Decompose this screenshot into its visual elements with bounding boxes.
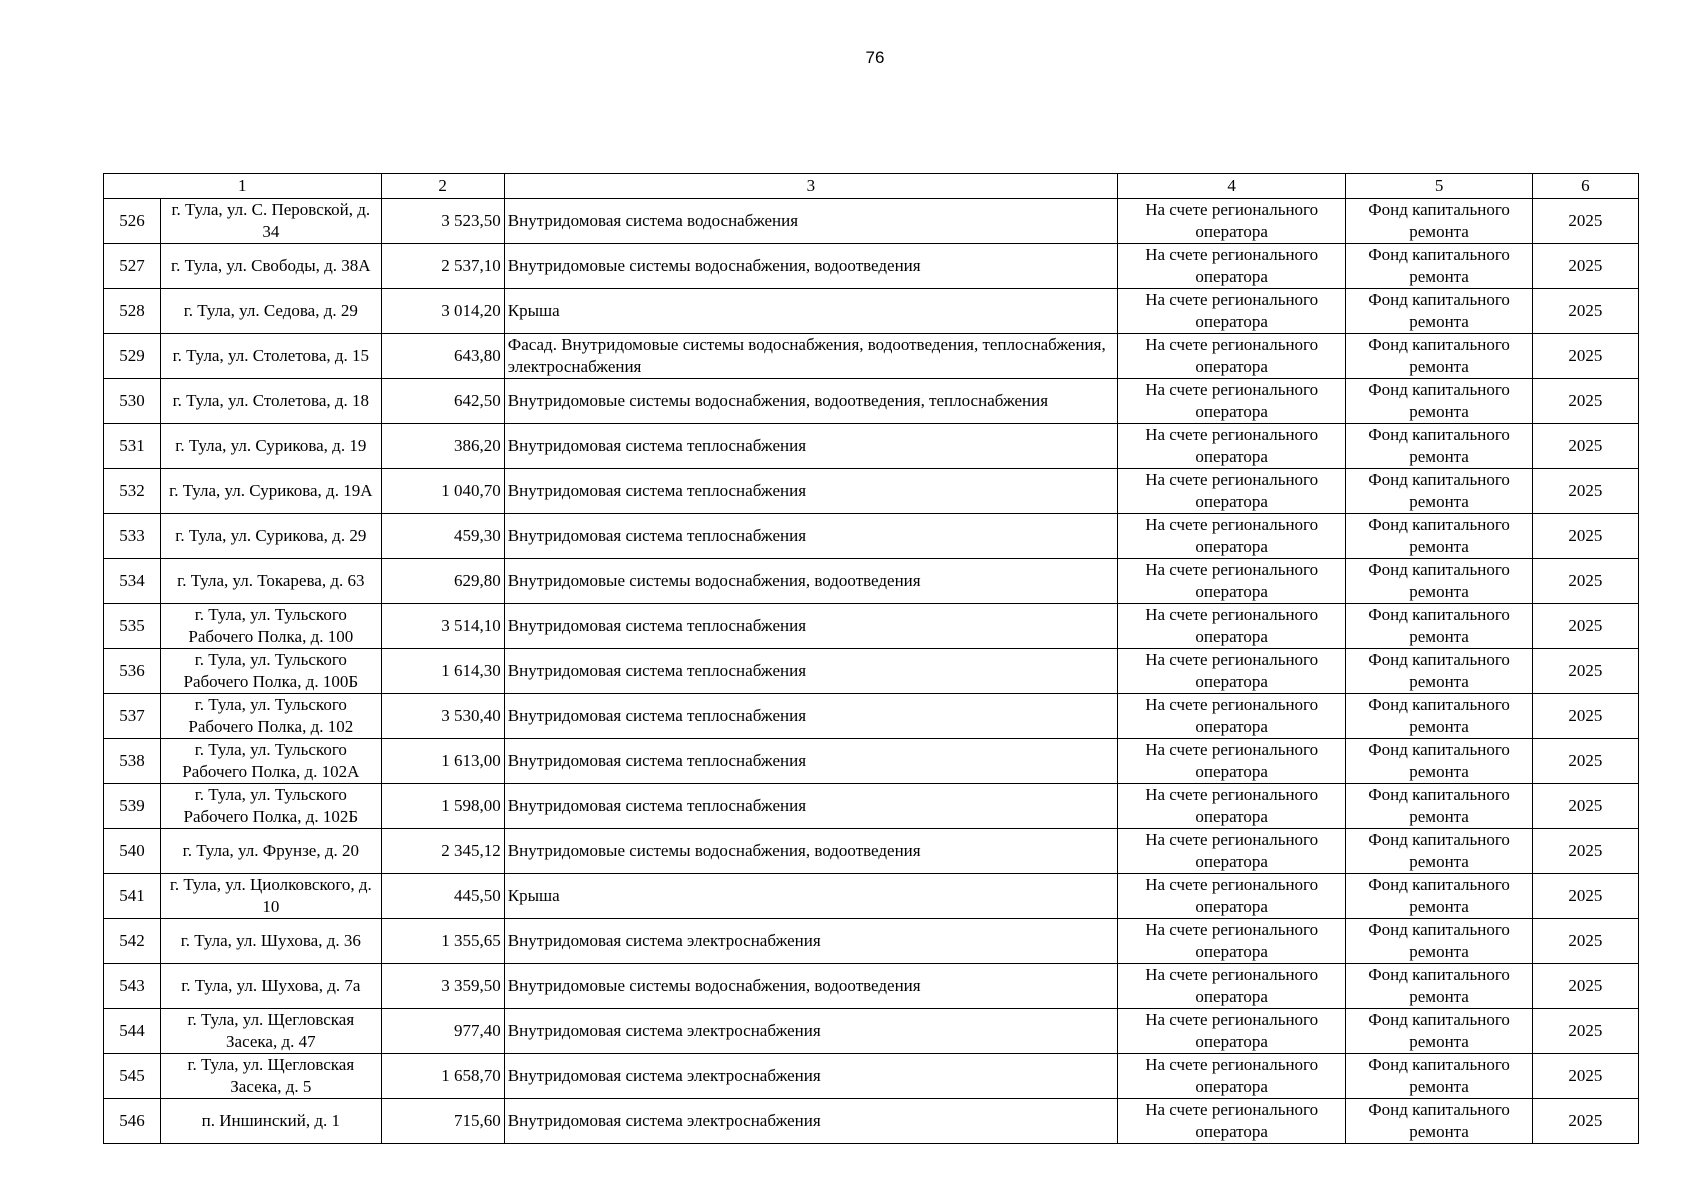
table-row <box>104 694 1639 739</box>
work-type-cell: Внутридомовая система теплоснабжения <box>504 424 1117 469</box>
funding-source-cell: Фонд капитального ремонта <box>1346 244 1532 289</box>
area-cell: 1 613,00 <box>381 739 504 784</box>
area-cell: 629,80 <box>381 559 504 604</box>
address-cell: г. Тула, ул. Сурикова, д. 19 <box>161 424 381 469</box>
work-type-cell: Крыша <box>504 289 1117 334</box>
year-cell: 2025 <box>1532 919 1638 964</box>
year-cell: 2025 <box>1532 559 1638 604</box>
work-type-cell: Внутридомовые системы водоснабжения, водоотведения, теплоснабжения <box>504 379 1117 424</box>
row-number: 527 <box>104 244 161 289</box>
year-cell: 2025 <box>1532 829 1638 874</box>
year-cell: 2025 <box>1532 514 1638 559</box>
area-cell: 3 514,10 <box>381 604 504 649</box>
funding-source-cell: Фонд капитального ремонта <box>1346 199 1532 244</box>
address-cell: г. Тула, ул. Столетова, д. 18 <box>161 379 381 424</box>
funding-source-cell: Фонд капитального ремонта <box>1346 559 1532 604</box>
table-row <box>104 919 1639 964</box>
table-row <box>104 964 1639 1009</box>
account-cell: На счете регионального оператора <box>1117 1099 1345 1144</box>
account-cell: На счете регионального оператора <box>1117 289 1345 334</box>
year-cell: 2025 <box>1532 649 1638 694</box>
funding-source-cell: Фонд капитального ремонта <box>1346 379 1532 424</box>
year-cell: 2025 <box>1532 1009 1638 1054</box>
year-cell: 2025 <box>1532 784 1638 829</box>
address-cell: п. Иншинский, д. 1 <box>161 1099 381 1144</box>
area-cell: 3 530,40 <box>381 694 504 739</box>
year-cell: 2025 <box>1532 964 1638 1009</box>
column-number-row <box>104 174 1639 199</box>
address-cell: г. Тула, ул. Сурикова, д. 19А <box>161 469 381 514</box>
row-number: 539 <box>104 784 161 829</box>
work-type-cell: Внутридомовая система теплоснабжения <box>504 514 1117 559</box>
funding-source-cell: Фонд капитального ремонта <box>1346 424 1532 469</box>
account-cell: На счете регионального оператора <box>1117 469 1345 514</box>
year-cell: 2025 <box>1532 334 1638 379</box>
column-header-5: 5 <box>1346 174 1532 199</box>
work-type-cell: Фасад. Внутридомовые системы водоснабжения, водоотведения, теплоснабжения, электроснабжения <box>504 334 1117 379</box>
funding-source-cell: Фонд капитального ремонта <box>1346 469 1532 514</box>
work-type-cell: Внутридомовые системы водоснабжения, водоотведения <box>504 829 1117 874</box>
column-header-1: 1 <box>104 174 382 199</box>
funding-source-cell: Фонд капитального ремонта <box>1346 874 1532 919</box>
area-cell: 1 598,00 <box>381 784 504 829</box>
table-row <box>104 874 1639 919</box>
work-type-cell: Внутридомовая система электроснабжения <box>504 1009 1117 1054</box>
row-number: 545 <box>104 1054 161 1099</box>
row-number: 531 <box>104 424 161 469</box>
address-cell: г. Тула, ул. С. Перовской, д. 34 <box>161 199 381 244</box>
funding-source-cell: Фонд капитального ремонта <box>1346 784 1532 829</box>
column-header-6: 6 <box>1532 174 1638 199</box>
year-cell: 2025 <box>1532 1099 1638 1144</box>
address-cell: г. Тула, ул. Щегловская Засека, д. 5 <box>161 1054 381 1099</box>
area-cell: 1 040,70 <box>381 469 504 514</box>
column-header-3: 3 <box>504 174 1117 199</box>
table-row <box>104 1099 1639 1144</box>
year-cell: 2025 <box>1532 469 1638 514</box>
area-cell: 2 345,12 <box>381 829 504 874</box>
area-cell: 459,30 <box>381 514 504 559</box>
table-row <box>104 424 1639 469</box>
row-number: 542 <box>104 919 161 964</box>
work-type-cell: Внутридомовые системы водоснабжения, водоотведения <box>504 964 1117 1009</box>
table-row <box>104 1009 1639 1054</box>
row-number: 530 <box>104 379 161 424</box>
address-cell: г. Тула, ул. Шухова, д. 36 <box>161 919 381 964</box>
account-cell: На счете регионального оператора <box>1117 424 1345 469</box>
year-cell: 2025 <box>1532 289 1638 334</box>
work-type-cell: Внутридомовая система теплоснабжения <box>504 694 1117 739</box>
address-cell: г. Тула, ул. Тульского Рабочего Полка, д. 102А <box>161 739 381 784</box>
table-row <box>104 244 1639 289</box>
funding-source-cell: Фонд капитального ремонта <box>1346 334 1532 379</box>
row-number: 532 <box>104 469 161 514</box>
work-type-cell: Крыша <box>504 874 1117 919</box>
account-cell: На счете регионального оператора <box>1117 829 1345 874</box>
account-cell: На счете регионального оператора <box>1117 1009 1345 1054</box>
row-number: 534 <box>104 559 161 604</box>
year-cell: 2025 <box>1532 694 1638 739</box>
area-cell: 445,50 <box>381 874 504 919</box>
address-cell: г. Тула, ул. Тульского Рабочего Полка, д. 100Б <box>161 649 381 694</box>
year-cell: 2025 <box>1532 1054 1638 1099</box>
funding-source-cell: Фонд капитального ремонта <box>1346 604 1532 649</box>
table-row <box>104 784 1639 829</box>
year-cell: 2025 <box>1532 199 1638 244</box>
table-row <box>104 559 1639 604</box>
table-row <box>104 829 1639 874</box>
address-cell: г. Тула, ул. Седова, д. 29 <box>161 289 381 334</box>
funding-source-cell: Фонд капитального ремонта <box>1346 289 1532 334</box>
work-type-cell: Внутридомовая система теплоснабжения <box>504 469 1117 514</box>
account-cell: На счете регионального оператора <box>1117 694 1345 739</box>
account-cell: На счете регионального оператора <box>1117 919 1345 964</box>
column-header-2: 2 <box>381 174 504 199</box>
area-cell: 3 359,50 <box>381 964 504 1009</box>
account-cell: На счете регионального оператора <box>1117 649 1345 694</box>
row-number: 540 <box>104 829 161 874</box>
address-cell: г. Тула, ул. Тульского Рабочего Полка, д. 102Б <box>161 784 381 829</box>
funding-source-cell: Фонд капитального ремонта <box>1346 694 1532 739</box>
work-type-cell: Внутридомовая система электроснабжения <box>504 1054 1117 1099</box>
account-cell: На счете регионального оператора <box>1117 199 1345 244</box>
address-cell: г. Тула, ул. Шухова, д. 7а <box>161 964 381 1009</box>
area-cell: 977,40 <box>381 1009 504 1054</box>
account-cell: На счете регионального оператора <box>1117 559 1345 604</box>
account-cell: На счете регионального оператора <box>1117 784 1345 829</box>
work-type-cell: Внутридомовые системы водоснабжения, водоотведения <box>504 244 1117 289</box>
funding-source-cell: Фонд капитального ремонта <box>1346 739 1532 784</box>
work-type-cell: Внутридомовая система теплоснабжения <box>504 649 1117 694</box>
table-row <box>104 604 1639 649</box>
page-number: 76 <box>865 48 885 67</box>
account-cell: На счете регионального оператора <box>1117 244 1345 289</box>
funding-source-cell: Фонд капитального ремонта <box>1346 1054 1532 1099</box>
table-row <box>104 469 1639 514</box>
area-cell: 2 537,10 <box>381 244 504 289</box>
work-type-cell: Внутридомовая система электроснабжения <box>504 1099 1117 1144</box>
work-type-cell: Внутридомовая система теплоснабжения <box>504 604 1117 649</box>
area-cell: 1 614,30 <box>381 649 504 694</box>
year-cell: 2025 <box>1532 379 1638 424</box>
account-cell: На счете регионального оператора <box>1117 739 1345 784</box>
year-cell: 2025 <box>1532 244 1638 289</box>
funding-source-cell: Фонд капитального ремонта <box>1346 1009 1532 1054</box>
work-type-cell: Внутридомовая система электроснабжения <box>504 919 1117 964</box>
area-cell: 1 355,65 <box>381 919 504 964</box>
row-number: 535 <box>104 604 161 649</box>
account-cell: На счете регионального оператора <box>1117 874 1345 919</box>
capital-repair-table <box>103 173 1639 1144</box>
table-body <box>104 199 1639 1144</box>
address-cell: г. Тула, ул. Тульского Рабочего Полка, д. 100 <box>161 604 381 649</box>
address-cell: г. Тула, ул. Циолковского, д. 10 <box>161 874 381 919</box>
row-number: 538 <box>104 739 161 784</box>
work-type-cell: Внутридомовая система водоснабжения <box>504 199 1117 244</box>
year-cell: 2025 <box>1532 424 1638 469</box>
row-number: 544 <box>104 1009 161 1054</box>
funding-source-cell: Фонд капитального ремонта <box>1346 1099 1532 1144</box>
table-row <box>104 379 1639 424</box>
table-row <box>104 739 1639 784</box>
address-cell: г. Тула, ул. Свободы, д. 38А <box>161 244 381 289</box>
funding-source-cell: Фонд капитального ремонта <box>1346 964 1532 1009</box>
row-number: 543 <box>104 964 161 1009</box>
table-row <box>104 334 1639 379</box>
row-number: 526 <box>104 199 161 244</box>
row-number: 537 <box>104 694 161 739</box>
year-cell: 2025 <box>1532 874 1638 919</box>
address-cell: г. Тула, ул. Фрунзе, д. 20 <box>161 829 381 874</box>
account-cell: На счете регионального оператора <box>1117 964 1345 1009</box>
work-type-cell: Внутридомовая система теплоснабжения <box>504 784 1117 829</box>
table-row <box>104 289 1639 334</box>
address-cell: г. Тула, ул. Тульского Рабочего Полка, д. 102 <box>161 694 381 739</box>
year-cell: 2025 <box>1532 604 1638 649</box>
row-number: 528 <box>104 289 161 334</box>
account-cell: На счете регионального оператора <box>1117 514 1345 559</box>
account-cell: На счете регионального оператора <box>1117 1054 1345 1099</box>
area-cell: 3 523,50 <box>381 199 504 244</box>
funding-source-cell: Фонд капитального ремонта <box>1346 829 1532 874</box>
address-cell: г. Тула, ул. Столетова, д. 15 <box>161 334 381 379</box>
row-number: 533 <box>104 514 161 559</box>
funding-source-cell: Фонд капитального ремонта <box>1346 919 1532 964</box>
work-type-cell: Внутридомовые системы водоснабжения, водоотведения <box>504 559 1117 604</box>
year-cell: 2025 <box>1532 739 1638 784</box>
address-cell: г. Тула, ул. Сурикова, д. 29 <box>161 514 381 559</box>
table-row <box>104 649 1639 694</box>
table-row <box>104 514 1639 559</box>
account-cell: На счете регионального оператора <box>1117 379 1345 424</box>
row-number: 541 <box>104 874 161 919</box>
row-number: 546 <box>104 1099 161 1144</box>
funding-source-cell: Фонд капитального ремонта <box>1346 514 1532 559</box>
address-cell: г. Тула, ул. Токарева, д. 63 <box>161 559 381 604</box>
area-cell: 642,50 <box>381 379 504 424</box>
account-cell: На счете регионального оператора <box>1117 604 1345 649</box>
area-cell: 386,20 <box>381 424 504 469</box>
work-type-cell: Внутридомовая система теплоснабжения <box>504 739 1117 784</box>
address-cell: г. Тула, ул. Щегловская Засека, д. 47 <box>161 1009 381 1054</box>
row-number: 536 <box>104 649 161 694</box>
area-cell: 643,80 <box>381 334 504 379</box>
account-cell: На счете регионального оператора <box>1117 334 1345 379</box>
area-cell: 3 014,20 <box>381 289 504 334</box>
column-header-4: 4 <box>1117 174 1345 199</box>
table-row <box>104 199 1639 244</box>
funding-source-cell: Фонд капитального ремонта <box>1346 649 1532 694</box>
row-number: 529 <box>104 334 161 379</box>
area-cell: 715,60 <box>381 1099 504 1144</box>
table-row <box>104 1054 1639 1099</box>
area-cell: 1 658,70 <box>381 1054 504 1099</box>
